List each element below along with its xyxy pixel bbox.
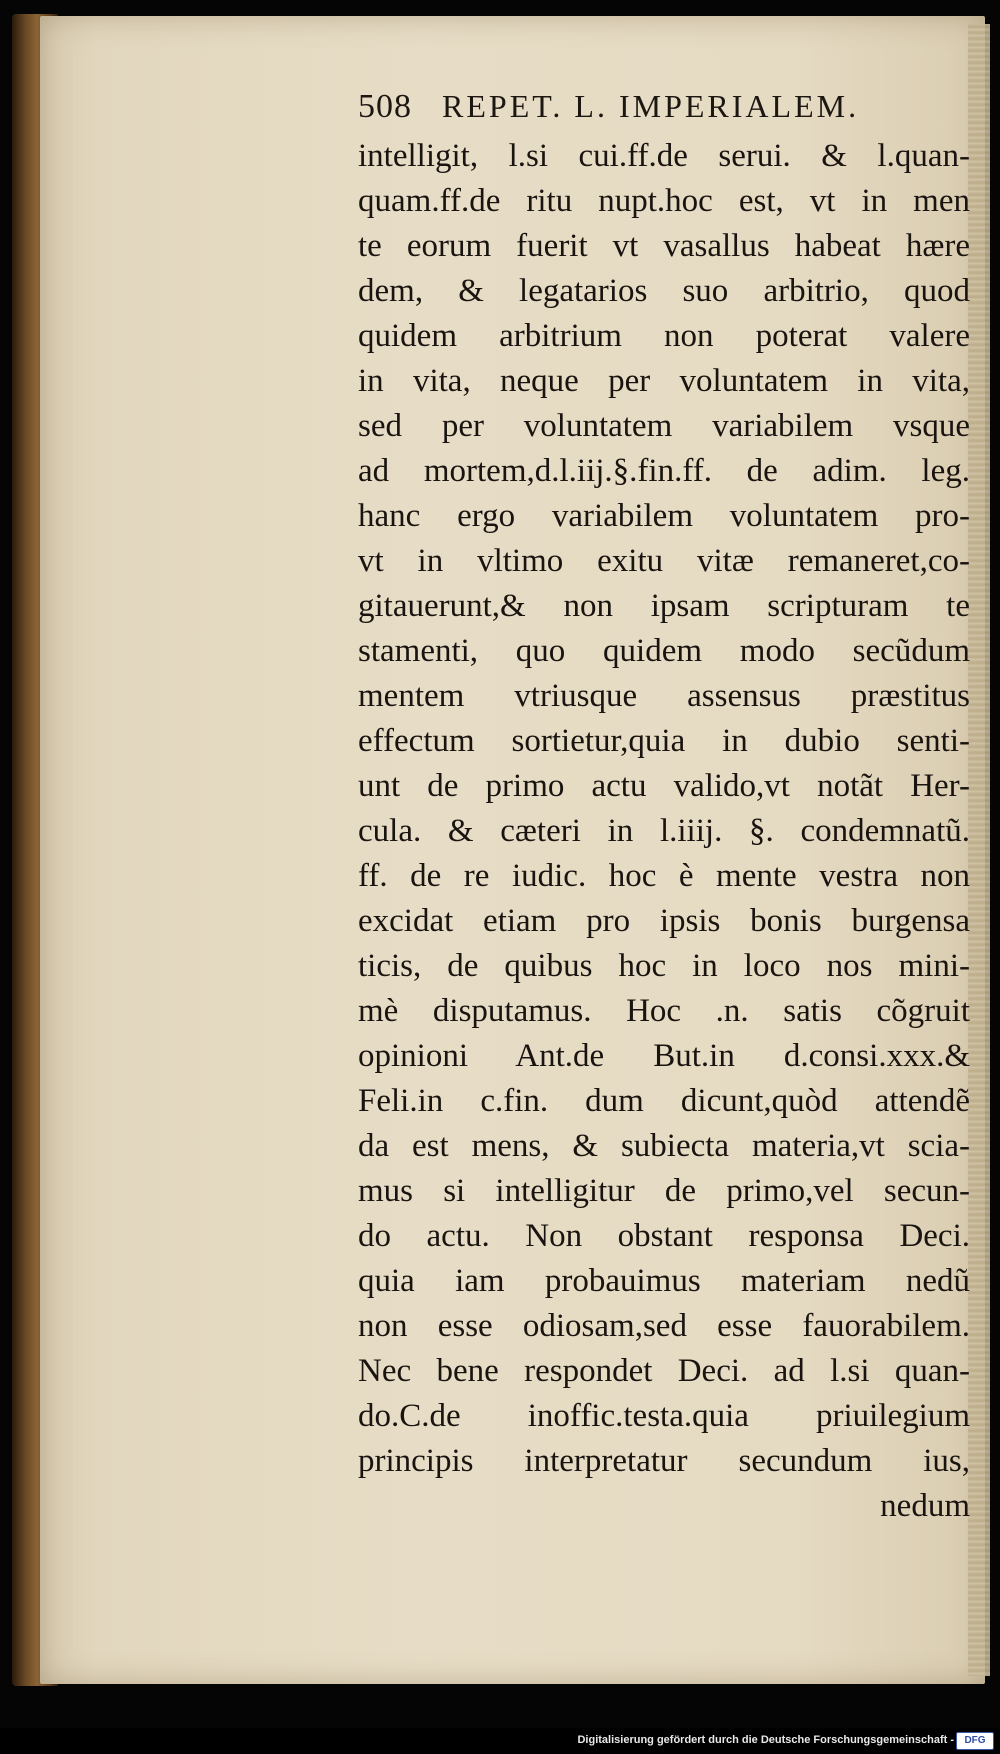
text-line: intelligit, l.si cui.ff.de serui. & l.quan- <box>358 138 970 174</box>
text-line: in vita, neque per voluntatem in vita, <box>358 363 970 399</box>
text-line: do.C.de inoffic.testa.quia priuilegium <box>358 1398 970 1434</box>
text-line: opinioni Ant.de But.in d.consi.xxx.& <box>358 1038 970 1074</box>
text-line: sed per voluntatem variabilem vsque <box>358 408 970 444</box>
page-stack-edge <box>968 24 990 1676</box>
text-line: te eorum fuerit vt vasallus habeat hære <box>358 228 970 264</box>
text-line: vt in vltimo exitu vitæ remaneret,co- <box>358 543 970 579</box>
text-line: dem, & legatarios suo arbitrio, quod <box>358 273 970 309</box>
text-line: da est mens, & subiecta materia,vt scia- <box>358 1128 970 1164</box>
text-line: hanc ergo variabilem voluntatem pro- <box>358 498 970 534</box>
page-number: 508 <box>358 88 412 125</box>
text-line: mentem vtriusque assensus præstitus <box>358 678 970 714</box>
catchword: nedum <box>880 1488 970 1524</box>
text-line: Nec bene respondet Deci. ad l.si quan- <box>358 1353 970 1389</box>
text-line: gitauerunt,& non ipsam scripturam te <box>358 588 970 624</box>
text-line: excidat etiam pro ipsis bonis burgensa <box>358 903 970 939</box>
text-line: stamenti, quo quidem modo secũdum <box>358 633 970 669</box>
text-line: unt de primo actu valido,vt notãt Her- <box>358 768 970 804</box>
text-line: quia iam probauimus materiam nedũ <box>358 1263 970 1299</box>
text-line: ff. de re iudic. hoc è mente vestra non <box>358 858 970 894</box>
text-line: do actu. Non obstant responsa Deci. <box>358 1218 970 1254</box>
text-line: non esse odiosam,sed esse fauorabilem. <box>358 1308 970 1344</box>
text-line: mè disputamus. Hoc .n. satis cõgruit <box>358 993 970 1029</box>
text-line: Feli.in c.fin. dum dicunt,quòd attendẽ <box>358 1083 970 1119</box>
funding-credit: Digitalisierung gefördert durch die Deutsche Forschungsgemeinschaft - <box>577 1734 954 1746</box>
text-line: mus si intelligitur de primo,vel secun- <box>358 1173 970 1209</box>
text-line: ticis, de quibus hoc in loco nos mini- <box>358 948 970 984</box>
running-header <box>358 88 918 136</box>
running-title: REPET. L. IMPERIALEM. <box>442 88 860 124</box>
text-line: ad mortem,d.l.iij.§.fin.ff. de adim. leg. <box>358 453 970 489</box>
text-line: quam.ff.de ritu nupt.hoc est, vt in men <box>358 183 970 219</box>
body-text <box>358 134 970 1529</box>
dfg-logo: DFG <box>956 1732 994 1750</box>
text-line: quidem arbitrium non poterat valere <box>358 318 970 354</box>
digitization-footer <box>0 1728 1000 1754</box>
text-line: effectum sortietur,quia in dubio senti- <box>358 723 970 759</box>
text-line: principis interpretatur secundum ius, <box>358 1443 970 1479</box>
text-line: cula. & cæteri in l.iiij. §. condemnatũ. <box>358 813 970 849</box>
